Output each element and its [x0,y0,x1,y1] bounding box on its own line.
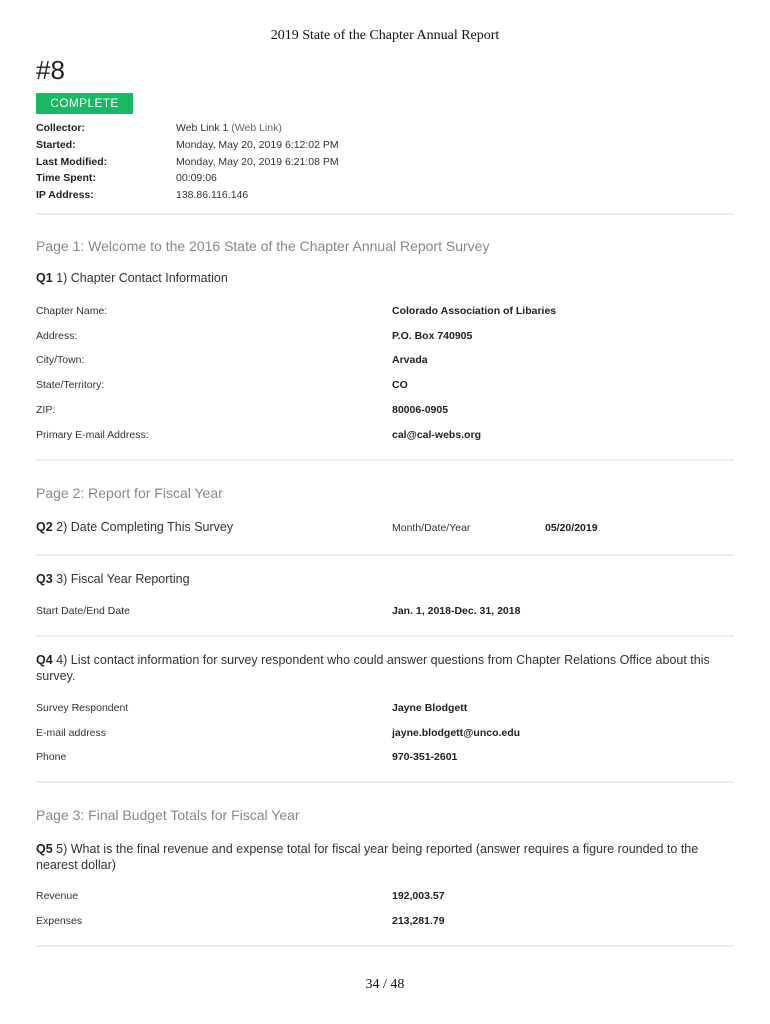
status-badge: COMPLETE [36,93,133,114]
answer-label: Phone [36,751,67,763]
response-metadata [36,120,736,204]
answer-label: Expenses [36,915,83,927]
meta-last-modified [36,154,736,171]
answer-label: State/Territory: [36,379,105,391]
meta-value [176,120,282,137]
question-text: 1) Chapter Contact Information [56,271,228,285]
collector-name: Web Link 1 [176,122,229,134]
document-header: 2019 State of the Chapter Annual Report [270,28,500,43]
answer-value: Colorado Association of Libaries [392,305,557,317]
question-text: 5) What is the final revenue and expense total for fiscal year being reported (answer requires a figure rounded to the nearest dollar) [36,842,699,872]
meta-label: Time Spent: [36,172,96,185]
section-divider [36,781,734,783]
meta-value: Monday, May 20, 2019 6:12:02 PM [176,138,339,151]
question-number: Q4 [36,653,53,667]
question-q4 [36,653,736,684]
answer-label: E-mail address [36,727,107,739]
question-q5 [36,842,736,873]
question-text: 4) List contact information for survey respondent who could answer questions from Chapter Relations Office about this survey. [36,653,710,683]
meta-value: Monday, May 20, 2019 6:21:08 PM [176,155,339,168]
answer-value: Jayne Blodgett [392,702,468,714]
question-q1 [36,271,736,287]
meta-ip-address [36,187,736,204]
answer-label: Start Date/End Date [36,605,130,617]
section-divider [36,459,734,461]
answer-label: Revenue [36,890,79,902]
answer-value: 192,003.57 [392,890,445,902]
page-2-title: Page 2: Report for Fiscal Year [36,485,223,501]
meta-value: 00:09:06 [176,172,217,185]
page-1-title: Page 1: Welcome to the 2016 State of the Chapter Annual Report Survey [36,238,490,254]
meta-collector [36,120,736,137]
answer-label: Chapter Name: [36,305,108,317]
question-number: Q3 [36,572,53,586]
page-indicator: 34 / 48 [365,977,405,992]
answer-label: Address: [36,330,78,342]
question-number: Q2 [36,520,53,534]
answer-label: ZIP: [36,404,56,416]
answer-label: Survey Respondent [36,702,129,714]
answer-value: 213,281.79 [392,915,445,927]
meta-value: 138.86.116.146 [176,189,249,202]
question-q2 [36,520,736,536]
meta-label: Last Modified: [36,155,108,168]
question-number: Q1 [36,271,53,285]
meta-label: Collector: [36,122,86,134]
question-q3 [36,572,736,588]
meta-label: IP Address: [36,189,94,202]
answer-value: 970-351-2601 [392,751,458,763]
question-text: 2) Date Completing This Survey [56,520,234,534]
question-text: 3) Fiscal Year Reporting [56,572,190,586]
question-number: Q5 [36,842,53,856]
answer-value: 05/20/2019 [545,522,598,534]
section-divider [36,945,734,947]
answer-label: Primary E-mail Address: [36,429,149,441]
section-divider [36,213,734,215]
answer-label: Month/Date/Year [392,522,471,534]
collector-type: (Web Link) [231,122,282,134]
page-3-title: Page 3: Final Budget Totals for Fiscal Year [36,807,300,823]
answer-label: City/Town: [36,354,85,366]
answer-value: P.O. Box 740905 [392,330,473,342]
section-divider [36,635,734,637]
meta-label: Started: [36,138,76,151]
meta-started [36,137,736,154]
response-number: #8 [36,55,65,85]
answer-value: Jan. 1, 2018-Dec. 31, 2018 [392,605,521,617]
answer-value: jayne.blodgett@unco.edu [392,727,521,739]
answer-value: Arvada [392,354,428,366]
answer-value: CO [392,379,408,391]
answer-value: cal@cal-webs.org [392,429,482,441]
meta-time-spent [36,170,736,187]
answer-value: 80006-0905 [392,404,449,416]
section-divider [36,554,734,556]
